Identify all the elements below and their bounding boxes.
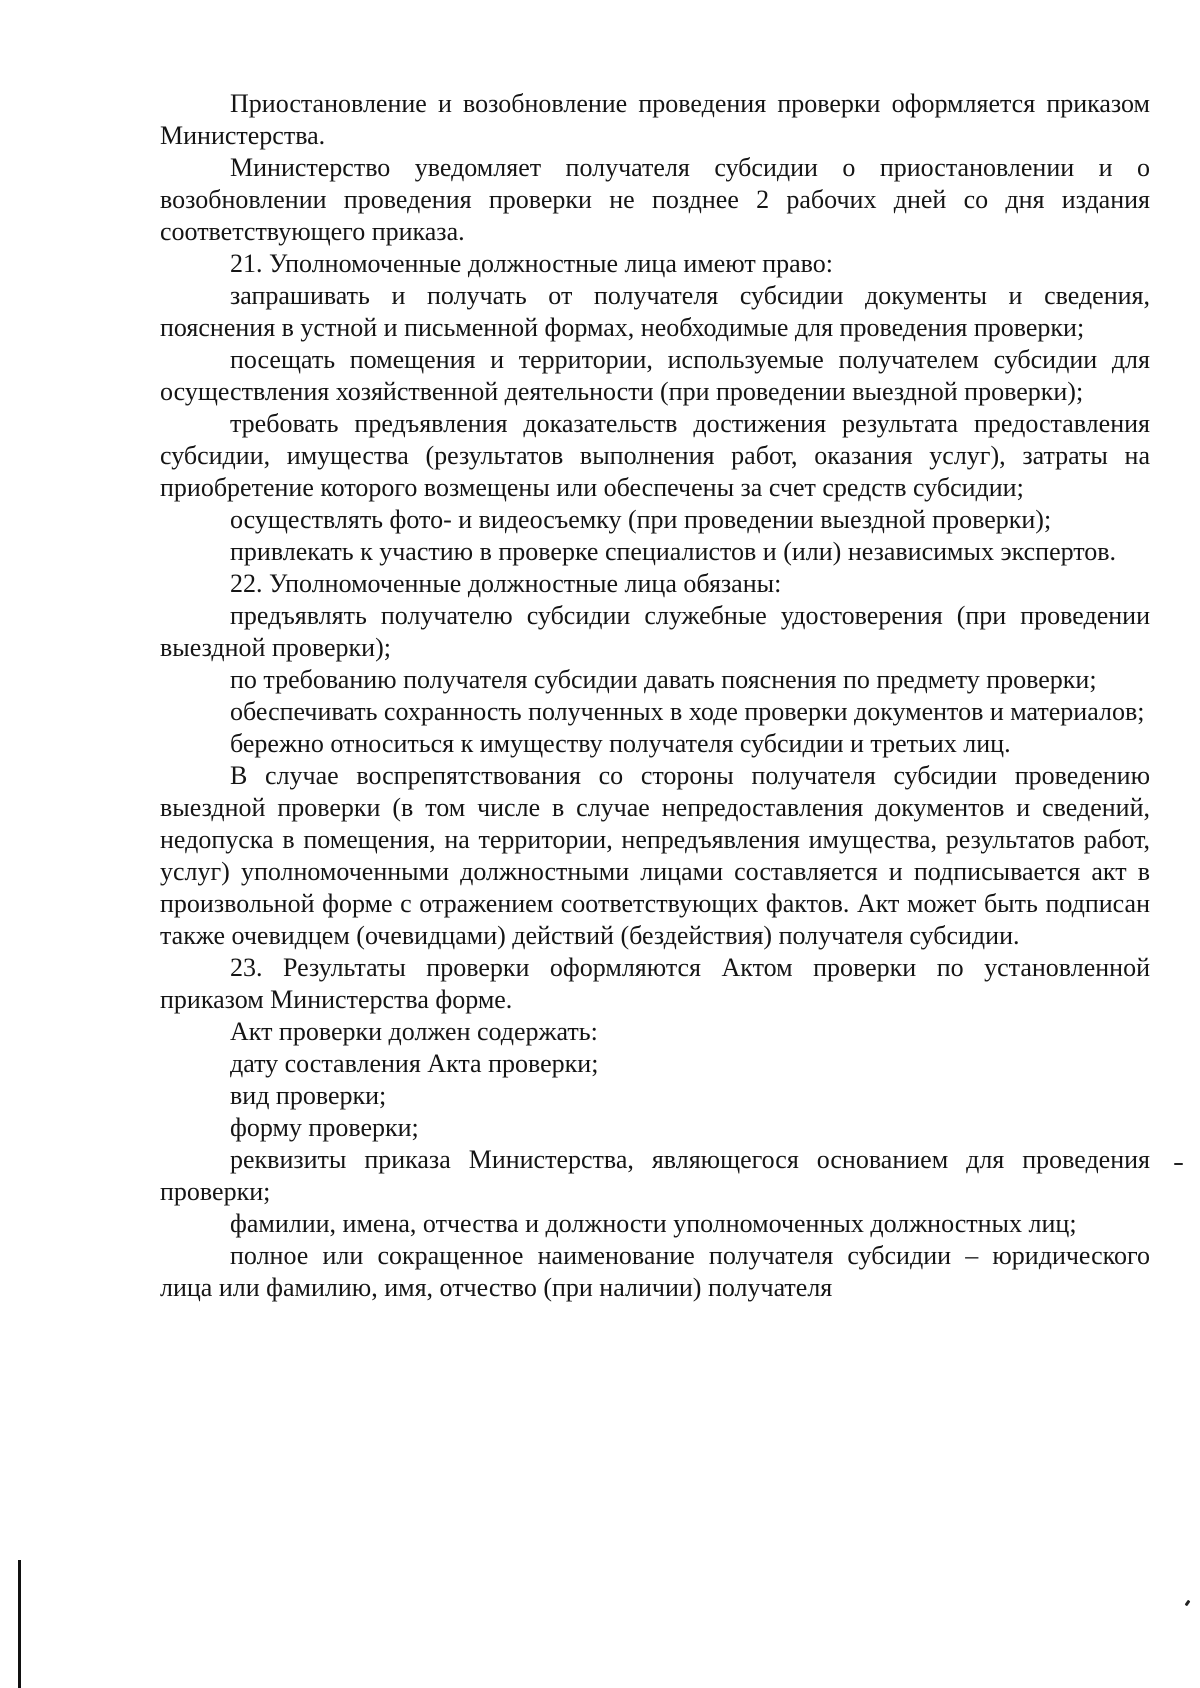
paragraph-obstruction-act: В случае воспрепятствования со стороны получателя субсидии проведению выездной проверки (в том числе в случае непредоставления документов и сведений, недопуска в помещения, на территории, непредъявления имущества, результатов работ, услуг) уполномоченными должностными лицами составляется и подписывается акт в произвольной форме с отражением соответствующих фактов. Акт может быть подписан также очевидцем (очевидцами) действий (бездействия) получателя субсидии. — [160, 761, 1150, 950]
list-item-type: вид проверки; — [230, 1081, 387, 1110]
paragraph-suspension-order: Приостановление и возобновление проведения проверки оформляется приказом Министерства. — [160, 89, 1150, 150]
scan-edge-line — [18, 1560, 21, 1688]
document-body — [160, 88, 1150, 1304]
scan-speck — [1174, 1163, 1183, 1165]
paragraph-21-rights: 21. Уполномоченные должностные лица имеют право: — [230, 249, 834, 278]
list-item-officials: фамилии, имена, отчества и должности уполномоченных должностных лиц; — [230, 1209, 1077, 1238]
list-item-recipient-name: полное или сокращенное наименование получателя субсидии – юридического лица или фамилию, имя, отчество (при наличии) получателя — [160, 1241, 1150, 1302]
paragraph-involve-experts: привлекать к участию в проверке специалистов и (или) независимых экспертов. — [230, 537, 1117, 566]
paragraph-present-id: предъявлять получателю субсидии служебные удостоверения (при проведении выездной проверки); — [160, 601, 1150, 662]
paragraph-respect-property: бережно относиться к имуществу получателя субсидии и третьих лиц. — [230, 729, 1011, 758]
scan-speck — [1185, 1600, 1191, 1607]
paragraph-visit-premises: посещать помещения и территории, используемые получателем субсидии для осуществления хозяйственной деятельности (при проведении выездной проверки); — [160, 345, 1150, 406]
paragraph-22-duties: 22. Уполномоченные должностные лица обязаны: — [230, 569, 782, 598]
list-item-form: форму проверки; — [230, 1113, 419, 1142]
list-item-date: дату составления Акта проверки; — [230, 1049, 599, 1078]
paragraph-keep-documents: обеспечивать сохранность полученных в ходе проверки документов и материалов; — [230, 697, 1145, 726]
paragraph-23-results: 23. Результаты проверки оформляются Актом проверки по установленной приказом Министерства форме. — [160, 953, 1150, 1014]
paragraph-give-explanations: по требованию получателя субсидии давать пояснения по предмету проверки; — [230, 665, 1097, 694]
paragraph-require-evidence: требовать предъявления доказательств достижения результата предоставления субсидии, имущества (результатов выполнения работ, оказания услуг), затраты на приобретение которого возмещены или обеспечены за счет средств субсидии; — [160, 409, 1150, 502]
paragraph-request-documents: запрашивать и получать от получателя субсидии документы и сведения, пояснения в устной и письменной формах, необходимые для проведения проверки; — [160, 281, 1150, 342]
paragraph-ministry-notice: Министерство уведомляет получателя субсидии о приостановлении и о возобновлении проведения проверки не позднее 2 рабочих дней со дня издания соответствующего приказа. — [160, 153, 1150, 246]
paragraph-act-contents: Акт проверки должен содержать: — [230, 1017, 598, 1046]
list-item-order-details: реквизиты приказа Министерства, являющегося основанием для проведения проверки; — [160, 1145, 1150, 1206]
paragraph-photo-video: осуществлять фото- и видеосъемку (при проведении выездной проверки); — [230, 505, 1052, 534]
